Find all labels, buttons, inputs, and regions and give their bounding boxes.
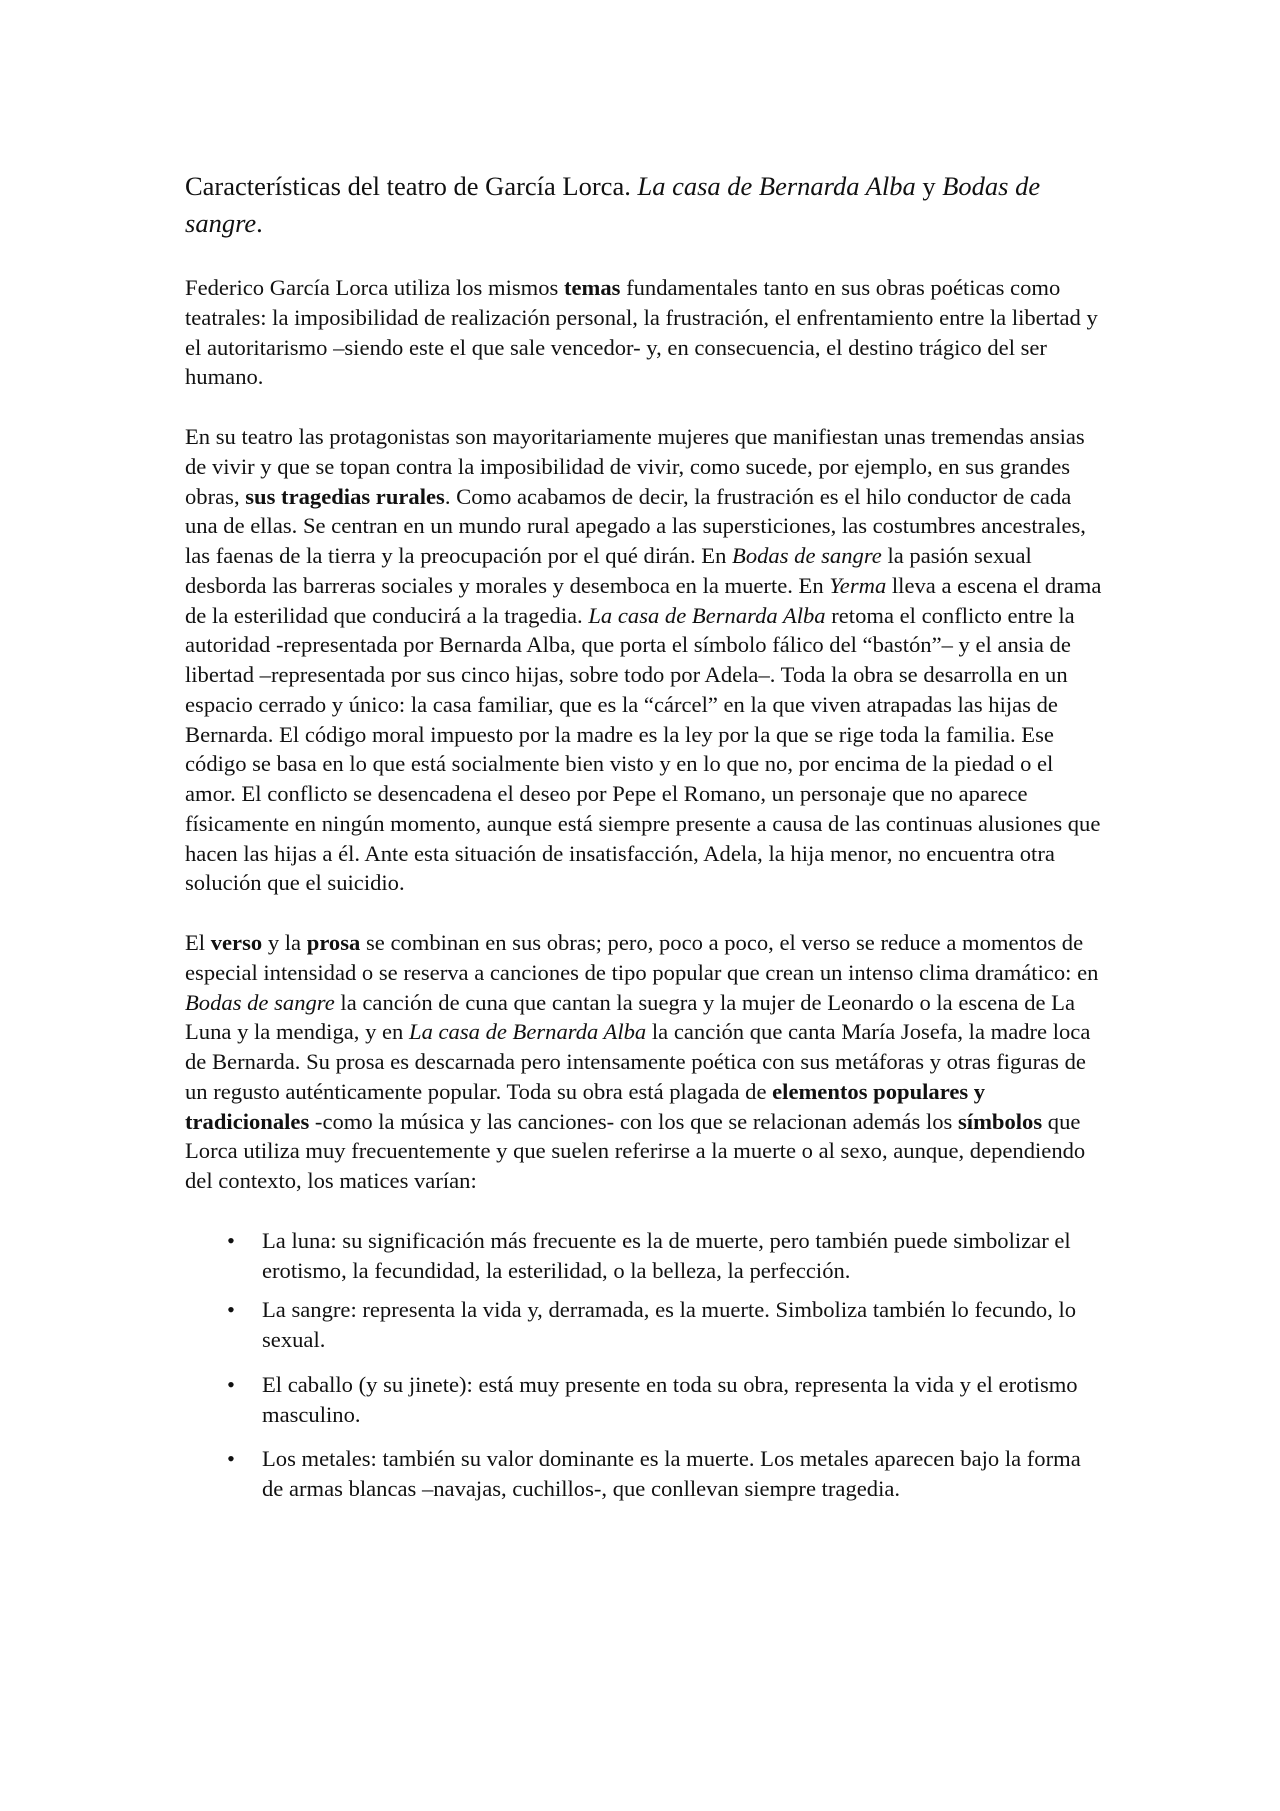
bold-term-verso: verso [210, 930, 263, 955]
bullet-icon: • [227, 1371, 235, 1397]
italic-work-title: Bodas de sangre [185, 989, 335, 1015]
paragraph-rural-tragedies [185, 422, 1105, 898]
bold-term-prosa: prosa [306, 930, 361, 955]
list-item-metales [185, 1444, 1105, 1504]
text-run: El [185, 930, 211, 955]
text-run: fundamentales tanto en sus obras poéticas como teatrales: la imposibilidad de realización personal, la frustración, el enfrentamiento entre la libertad y el autoritarismo –siendo este el que sale vencedor- y, en consecuencia, el destino trágico del ser humano. [185, 275, 1098, 390]
text-run: En su teatro las protagonistas son mayoritariamente mujeres que manifiestan unas tremendas ansias de vivir y que se topan contra la imposibilidad de vivir, como sucede, por ejemplo, en sus grandes obras, [185, 424, 1085, 509]
text-run: -como la música y las canciones- con los que se relacionan además los [309, 1108, 958, 1134]
title-work-bodas-de-sangre: Bodas de sangre [185, 171, 1041, 238]
text-run: retoma el conflicto entre la autoridad -representada por Bernarda Alba, que porta el símbolo fálico del “bastón”– y el ansia de libertad –representada por sus cinco hijas, sobre todo por Adela–. Toda la obra se desarrolla en un espacio cerrado y único: la casa familiar, que es la “cárcel” en la que viven atrapadas las hijas de Bernarda. El código moral impuesto por la madre es la ley por la que se rige toda la familia. Ese código se basa en lo que está socialmente bien visto y en lo que no, por encima de la piedad o el amor. El conflicto se desencadena el deseo por Pepe el Romano, un personaje que no aparece físicamente en ningún momento, aunque está siempre presente a causa de las continuas alusiones que hacen las hijas a él. Ante esta situación de insatisfacción, Adela, la hija menor, no encuentra otra solución que el suicidio. [185, 602, 1101, 896]
paragraph-verse-prose [185, 928, 1105, 1196]
text-run: Federico García Lorca utiliza los mismos [185, 275, 564, 300]
bold-term-elementos-populares: elementos populares y tradicionales [185, 1078, 986, 1134]
italic-work-title: La casa de Bernarda Alba [409, 1019, 647, 1045]
italic-work-title: Bodas de sangre [732, 543, 882, 568]
title-work-bernarda-alba: La casa de Bernarda Alba [637, 171, 916, 201]
text-run: se combinan en sus obras; pero, poco a poco, el verso se reduce a momentos de especial intensidad o se reserva a canciones de tipo popular que crean un intenso clima dramático: en [185, 930, 1099, 985]
list-item-text: El caballo (y su jinete): está muy presente en toda su obra, representa la vida y el erotismo masculino. [262, 1371, 1078, 1427]
document-body [185, 168, 1105, 1504]
bullet-icon: • [227, 1297, 235, 1323]
bullet-icon: • [227, 1446, 235, 1472]
italic-work-title: La casa de Bernarda Alba [588, 602, 826, 628]
bullet-icon: • [227, 1227, 235, 1253]
text-run: que Lorca utiliza muy frecuentemente y que suelen referirse a la muerte o al sexo, aunque, dependiendo del contexto, los matices varían: [185, 1108, 1086, 1193]
list-item-text: Los metales: también su valor dominante es la muerte. Los metales aparecen bajo la forma de armas blancas –navajas, cuchillos-, que conllevan siempre tragedia. [262, 1446, 1081, 1501]
title-join: y [915, 171, 943, 201]
text-run: y la [262, 930, 307, 955]
bold-term-tragedias-rurales: sus tragedias rurales [245, 483, 445, 509]
list-item-caballo [185, 1370, 1105, 1430]
symbols-list [185, 1226, 1105, 1504]
italic-work-title: Yerma [829, 572, 887, 598]
bold-term-simbolos: símbolos [958, 1108, 1043, 1134]
text-run: la pasión sexual desborda las barreras sociales y morales y desemboca en la muerte. En [185, 543, 1032, 598]
list-item-sangre [185, 1295, 1105, 1355]
bold-term-temas: temas [563, 275, 621, 300]
text-run: lleva a escena el drama de la esterilidad que conducirá a la tragedia. [185, 572, 1102, 628]
text-run: la canción de cuna que cantan la suegra y la mujer de Leonardo o la escena de La Luna y la mendiga, y en [185, 989, 1075, 1045]
list-item-luna [185, 1226, 1105, 1286]
paragraph-themes [185, 273, 1105, 392]
text-run: la canción que canta María Josefa, la madre loca de Bernarda. Su prosa es descarnada pero intensamente poética con sus metáforas y otras figuras de un regusto auténticamente popular. Toda su obra está plagada de [185, 1019, 1091, 1104]
title-prefix: Características del teatro de García Lorca. [185, 171, 638, 201]
list-item-text: La luna: su significación más frecuente es la de muerte, pero también puede simbolizar el erotismo, la fecundidad, la esterilidad, o la belleza, la perfección. [262, 1227, 1071, 1283]
document-title [185, 168, 1105, 242]
list-item-text: La sangre: representa la vida y, derramada, es la muerte. Simboliza también lo fecundo, lo sexual. [262, 1297, 1077, 1352]
title-suffix: . [256, 208, 263, 238]
text-run: . Como acabamos de decir, la frustración es el hilo conductor de cada una de ellas. Se centran en un mundo rural apegado a las supersticiones, las costumbres ancestrales, las faenas de la tierra y la preocupación por el qué dirán. En [185, 483, 1086, 568]
